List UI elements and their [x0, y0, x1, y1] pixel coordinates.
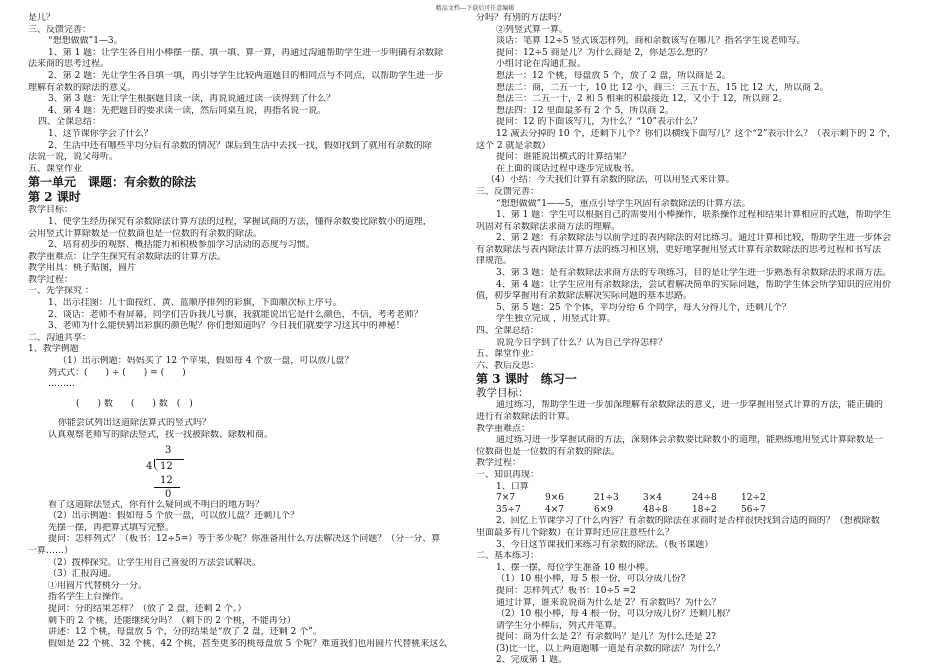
text-line: 教学重难点：让学生探究有余数除法的计算方法。 — [28, 251, 227, 262]
text-line: 教学用具：桃子贴图，圆片 — [28, 263, 137, 274]
mental-math-item: 3×4 — [643, 493, 662, 504]
text-line: 想法一：12 个桃，每盘放 5 个，放了 2 盘，所以商是 2。 — [496, 70, 731, 81]
text-line: 2、生活中还有哪些平均分后有余数的情况？课后到生活中去找一找，假如找到了就用有余数的除 — [48, 140, 432, 151]
text-line: 1、摆一摆，每位学生准备 10 根小棒。 — [496, 562, 654, 573]
text-line: 3、第 3 题：先让学生根据题目读一读，再说说通过读一读得到了什么？ — [48, 94, 336, 105]
text-line: 有余数除法与表内除法计算方法的练习和区别，更好地掌握用竖式计算有余数除法的思考过程和书写法 — [476, 244, 882, 255]
text-line: 3、今日这节课我们来练习有余数的除法。（板书课题） — [496, 539, 714, 550]
division-quotient: 3 — [165, 444, 172, 456]
text-line: 想法二：商，二五一十，10 比 12 小，商三：三五十五，15 比 12 大，所以商 2。 — [496, 82, 829, 93]
text-line: 列式式：( ) ÷ ( ) = ( ) — [48, 367, 186, 378]
mental-math-item: 6×9 — [594, 504, 613, 515]
division-rule — [154, 487, 180, 488]
text-line: 想法四：12 里面最多有 2 个 5，所以商 2。 — [496, 105, 674, 116]
text-line: 4、第 4 题：先把题目的要求读一读，然后同桌互说，再指名说一说。 — [48, 105, 327, 116]
text-line: 通过练习，帮助学生进一步加深理解有余数除法的意义，进一步掌握用竖式计算的方法，能正确的 — [496, 400, 884, 411]
text-line: 会用竖式计算除数是一位数商也是一位数的有余数的除法。 — [28, 228, 263, 239]
division-product: 12 — [160, 474, 173, 486]
section-heading: 第 3 课时 练习一 — [476, 372, 577, 387]
text-line: 理解有余数的除法的意义。 — [28, 82, 137, 93]
section-heading: 第一单元 课题：有余数的除法 — [28, 175, 197, 190]
mental-math-item: 9×6 — [545, 493, 564, 504]
text-line: 通过计算，谁来说说商为什么是 2？有余数吗？为什么？ — [496, 597, 721, 608]
text-line: 认真观察老师写的除法竖式，找一找被除数、除数和商。 — [48, 430, 274, 440]
mental-math-item: 18÷2 — [692, 504, 717, 515]
text-line: 1、出示挂图：几十面按红、黄、蓝顺序排列的彩旗，下面顺次标上序号。 — [48, 298, 342, 309]
text-line: 教学过程： — [476, 458, 522, 469]
text-line: 教学重难点： — [476, 423, 531, 434]
text-line: 一、先学探究 ： — [28, 286, 94, 297]
text-line: 1、第 1 题：让学生各自用小棒摆一摆、填一填、算一算，再通过沟通帮助学生进一步明确有余数除 — [48, 47, 444, 58]
text-line: 2、完成第 1 题。 — [496, 655, 568, 666]
text-line: 在上面的谈话过程中逐步完成板书。 — [496, 163, 641, 174]
text-line: ①用圆片代替桃分一分。 — [48, 580, 148, 591]
text-line: 2、第 2 题：先让学生各自填一填，再引导学生比较两道题目的相同点与不同点，以帮助学生进一步 — [48, 70, 444, 81]
text-line: 一、知识再现： — [476, 469, 540, 480]
text-line: 二、基本练习： — [476, 551, 540, 562]
text-line: 想法三：二五一十，2 和 5 相乘的积最接近 12，又小于 12，所以商 2。 — [496, 94, 788, 105]
text-line: 是几？ — [28, 13, 56, 23]
text-line: 讲述：12 个桃，每盘放 5 个，分的结果是“放了 2 盘，还剩 2 个”。 — [48, 627, 322, 638]
text-line: 12 减去分掉的 10 个，还剩下几个？你们以横线下面写几？这个“2”表示什么？（表示剩下的 2 个， — [496, 128, 896, 139]
text-line: 教学目标： — [476, 387, 529, 400]
page-header: 精品文档---下载后可任意编辑 — [435, 5, 515, 12]
text-line: ( ) 数 ( ) 数 ( ) — [58, 398, 193, 409]
spacer — [28, 391, 480, 399]
text-line: （1）出示例题：妈妈买了 12 个苹果，假如每 4 个放一盘，可以放几盘？ — [58, 356, 354, 367]
text-line: 2、培育初步的观察、概括能力和积极参加学习活动的态度与习惯。 — [48, 240, 315, 251]
mental-math-item: 7×7 — [496, 493, 515, 504]
left-column — [28, 13, 480, 650]
text-line: 提问：怎样列式？（板书：12÷5=）等于多少呢？你准备用什么方法解决这个问题？（分一分、算 — [48, 534, 441, 545]
text-line: （2）10 根小棒，每 4 根一份，可以分成几份？还剩几根？ — [496, 609, 735, 620]
text-line: 通过练习进一步掌握试商的方法，深刻体会余数要比除数小的道理，能熟练地用竖式计算除数是一 — [496, 435, 884, 446]
text-line: 剩下的 2 个桃，还能继续分吗？（剩下的 2 个桃，不能再分） — [48, 615, 296, 626]
text-line: 教学目标： — [28, 205, 74, 216]
text-line: “想想做做”1——5，重点引导学生巩固有余数除法的计算方法。 — [496, 198, 751, 209]
mental-math-item: 48÷8 — [643, 504, 668, 515]
text-line: 谈话：笔算 12÷5 竖式该怎样列，商和余数该写在哪儿？指名学生说老师写。 — [496, 36, 806, 47]
text-line: 2、第 2 题：有余数除法与以前学过的表内除法的对比练习。通过计算和比较，帮助学生进一步体会 — [496, 233, 892, 244]
text-line: 律规范。 — [476, 256, 513, 267]
text-line: 法来商的思考过程。 — [28, 59, 110, 70]
text-line: 1、第 1 题：学生可以根据自己的需要用小棒操作，联系操作过程和结果计算相应的式题，帮助学生 — [496, 210, 892, 221]
text-line: 学生独立完成 ，用竖式计算。 — [496, 314, 616, 325]
text-line: “想想做做”1—3。 — [48, 36, 123, 47]
division-remainder: 0 — [165, 488, 172, 500]
right-column — [476, 13, 928, 667]
division-dividend: 12 — [160, 460, 173, 472]
spacer — [28, 410, 480, 418]
text-line: 提问：谁能说出横式的计算结果？ — [496, 152, 632, 163]
text-line: （2）拨棒探究。让学生用自己喜爱的方法尝试解决。 — [48, 557, 261, 568]
text-line: 3、第 3 题：是有余数除法求商方法的专项练习，目的是让学生进一步熟悉有余数除法的求商方法。 — [496, 268, 892, 279]
text-line: 四、全课总结： — [476, 326, 540, 337]
text-line: 3、老师为什么能快猜出彩旗的颜色呢？你们想知道吗？今日我们就要学习这其中的神秘！ — [48, 321, 405, 332]
text-line: （4）小结：今天我们计算有余数的除法，可以用竖式来计算。 — [486, 175, 735, 186]
section-heading: 第 2 课时 — [28, 190, 81, 205]
text-line: 法说一说，说父母听。 — [28, 152, 119, 163]
text-line: 教学过程： — [28, 274, 74, 285]
division-divisor: 4 — [146, 460, 153, 472]
text-line: 1、这节课你学会了什么？ — [48, 128, 153, 139]
mental-math-item: 12÷2 — [741, 493, 766, 504]
text-line: 请学生分小棒后，列式并笔算。 — [496, 620, 623, 631]
text-line: （3）汇报沟通。 — [48, 569, 117, 580]
text-line: 1、教学例题 — [28, 344, 79, 355]
text-line: 二、沟通共享： — [28, 332, 92, 343]
text-line: ②列竖式算一算。 — [496, 24, 569, 35]
text-line: 三、反馈完善： — [476, 186, 540, 197]
text-line: 看了这道除法竖式，你有什么疑问或不明白的地方吗？ — [48, 499, 265, 510]
mental-math-row — [476, 493, 928, 505]
text-line: 先摆一摆，再把算式填写完整。 — [48, 522, 175, 533]
text-line: 进行有余数除法的计算。 — [476, 412, 576, 422]
text-line: 提问：12 的下面该写几，为什么？“10”表示什么？ — [496, 117, 702, 128]
mental-math-item: 21÷3 — [594, 493, 619, 504]
text-line: 说说今日学到了什么？认为自己学得怎样？ — [496, 337, 668, 348]
mental-math-item: 4×7 — [545, 504, 564, 515]
text-line: 假如是 22 个桃、32 个桃、42 个桃，甚至更多的桃每盘放 5 个呢？难道我们也用圆片代替桃来这么 — [48, 638, 448, 649]
text-line: 你能尝试列出这道除法算式的竖式吗？ — [58, 418, 212, 429]
mental-math-item: 56÷7 — [741, 504, 766, 515]
text-line: 1、口算 — [496, 481, 529, 492]
text-line: 提问：怎样列式？板书：10÷5 =2 — [496, 585, 636, 596]
text-line: 2、回忆上节课学习了什么内容？有余数的除法在求商时是否样很快找到合适的商的？（想被除数 — [496, 516, 880, 527]
text-line: 四、全课总结： — [38, 117, 102, 128]
division-bracket-side — [154, 459, 161, 471]
text-line: 提问：分的结果怎样？（放了 2 盘，还剩 2 个。） — [48, 603, 247, 614]
text-line: 小组讨论在沟通汇报。 — [496, 59, 587, 70]
text-line: 提问：商为什么是 2？有余数吗？是几？为什么还是 2? — [496, 632, 717, 643]
text-line: 五、课堂作业 — [28, 163, 83, 174]
text-line: 分吗？有别的方法吗？ — [476, 13, 567, 23]
text-line: （2）出示例题：假如每 5 个放一盘，可以放几盘？还剩几个？ — [48, 511, 300, 522]
text-line: 位数商也是一位数的有余数的除法。 — [476, 446, 621, 457]
text-line: 4、第 4 题：让学生应用有余数除法，尝试着解决简单的实际问题，帮助学生体会所学知识的应用价 — [496, 279, 892, 290]
text-line: 巩固对有余数除法求商方法的理解。 — [476, 221, 621, 232]
text-line: 2、谈话：老师不看屏幕，同学们告诉我几号旗，我就能说出它是什么颜色，不信，考考老师？ — [48, 309, 423, 320]
long-division — [146, 442, 206, 500]
text-line: 三、反馈完善： — [28, 24, 92, 35]
mental-math-row — [476, 505, 928, 517]
text-line: 一算……） — [28, 545, 74, 556]
text-line: （1）10 根小棒，每 5 根一份，可以分成几份? — [496, 574, 686, 585]
text-line: 提问：12÷5 商是几？为什么商是 2，你是怎么想的？ — [496, 47, 713, 58]
text-line: 值，初步掌握用有余数除法解决实际问题的基本思路。 — [476, 291, 693, 302]
mental-math-item: 24÷8 — [692, 493, 717, 504]
text-line: 5、第 5 题：25 个个体，平均分给 6 个同学，每人分得几个，还剩几个？ — [496, 302, 791, 313]
text-line: (3)比一比，以上两道题哪一道是有余数的除法？为什么？ — [496, 643, 725, 654]
text-line: 六、教后反思： — [476, 360, 540, 371]
text-line: 指名学生上台操作。 — [48, 592, 130, 603]
text-line: 这个 2 就是余数） — [476, 140, 551, 151]
text-line: 五、课堂作业： — [476, 349, 540, 360]
mental-math-item: 35÷7 — [496, 504, 521, 515]
text-line: 里面最多有几个除数）在计算时还应注意些什么？ — [476, 527, 675, 538]
text-line: 1、使学生经历探究有余数除法计算方法的过程，掌握试商的方法，懂得余数要比除数小的道理， — [48, 216, 432, 227]
text-line: ……… — [48, 379, 75, 390]
